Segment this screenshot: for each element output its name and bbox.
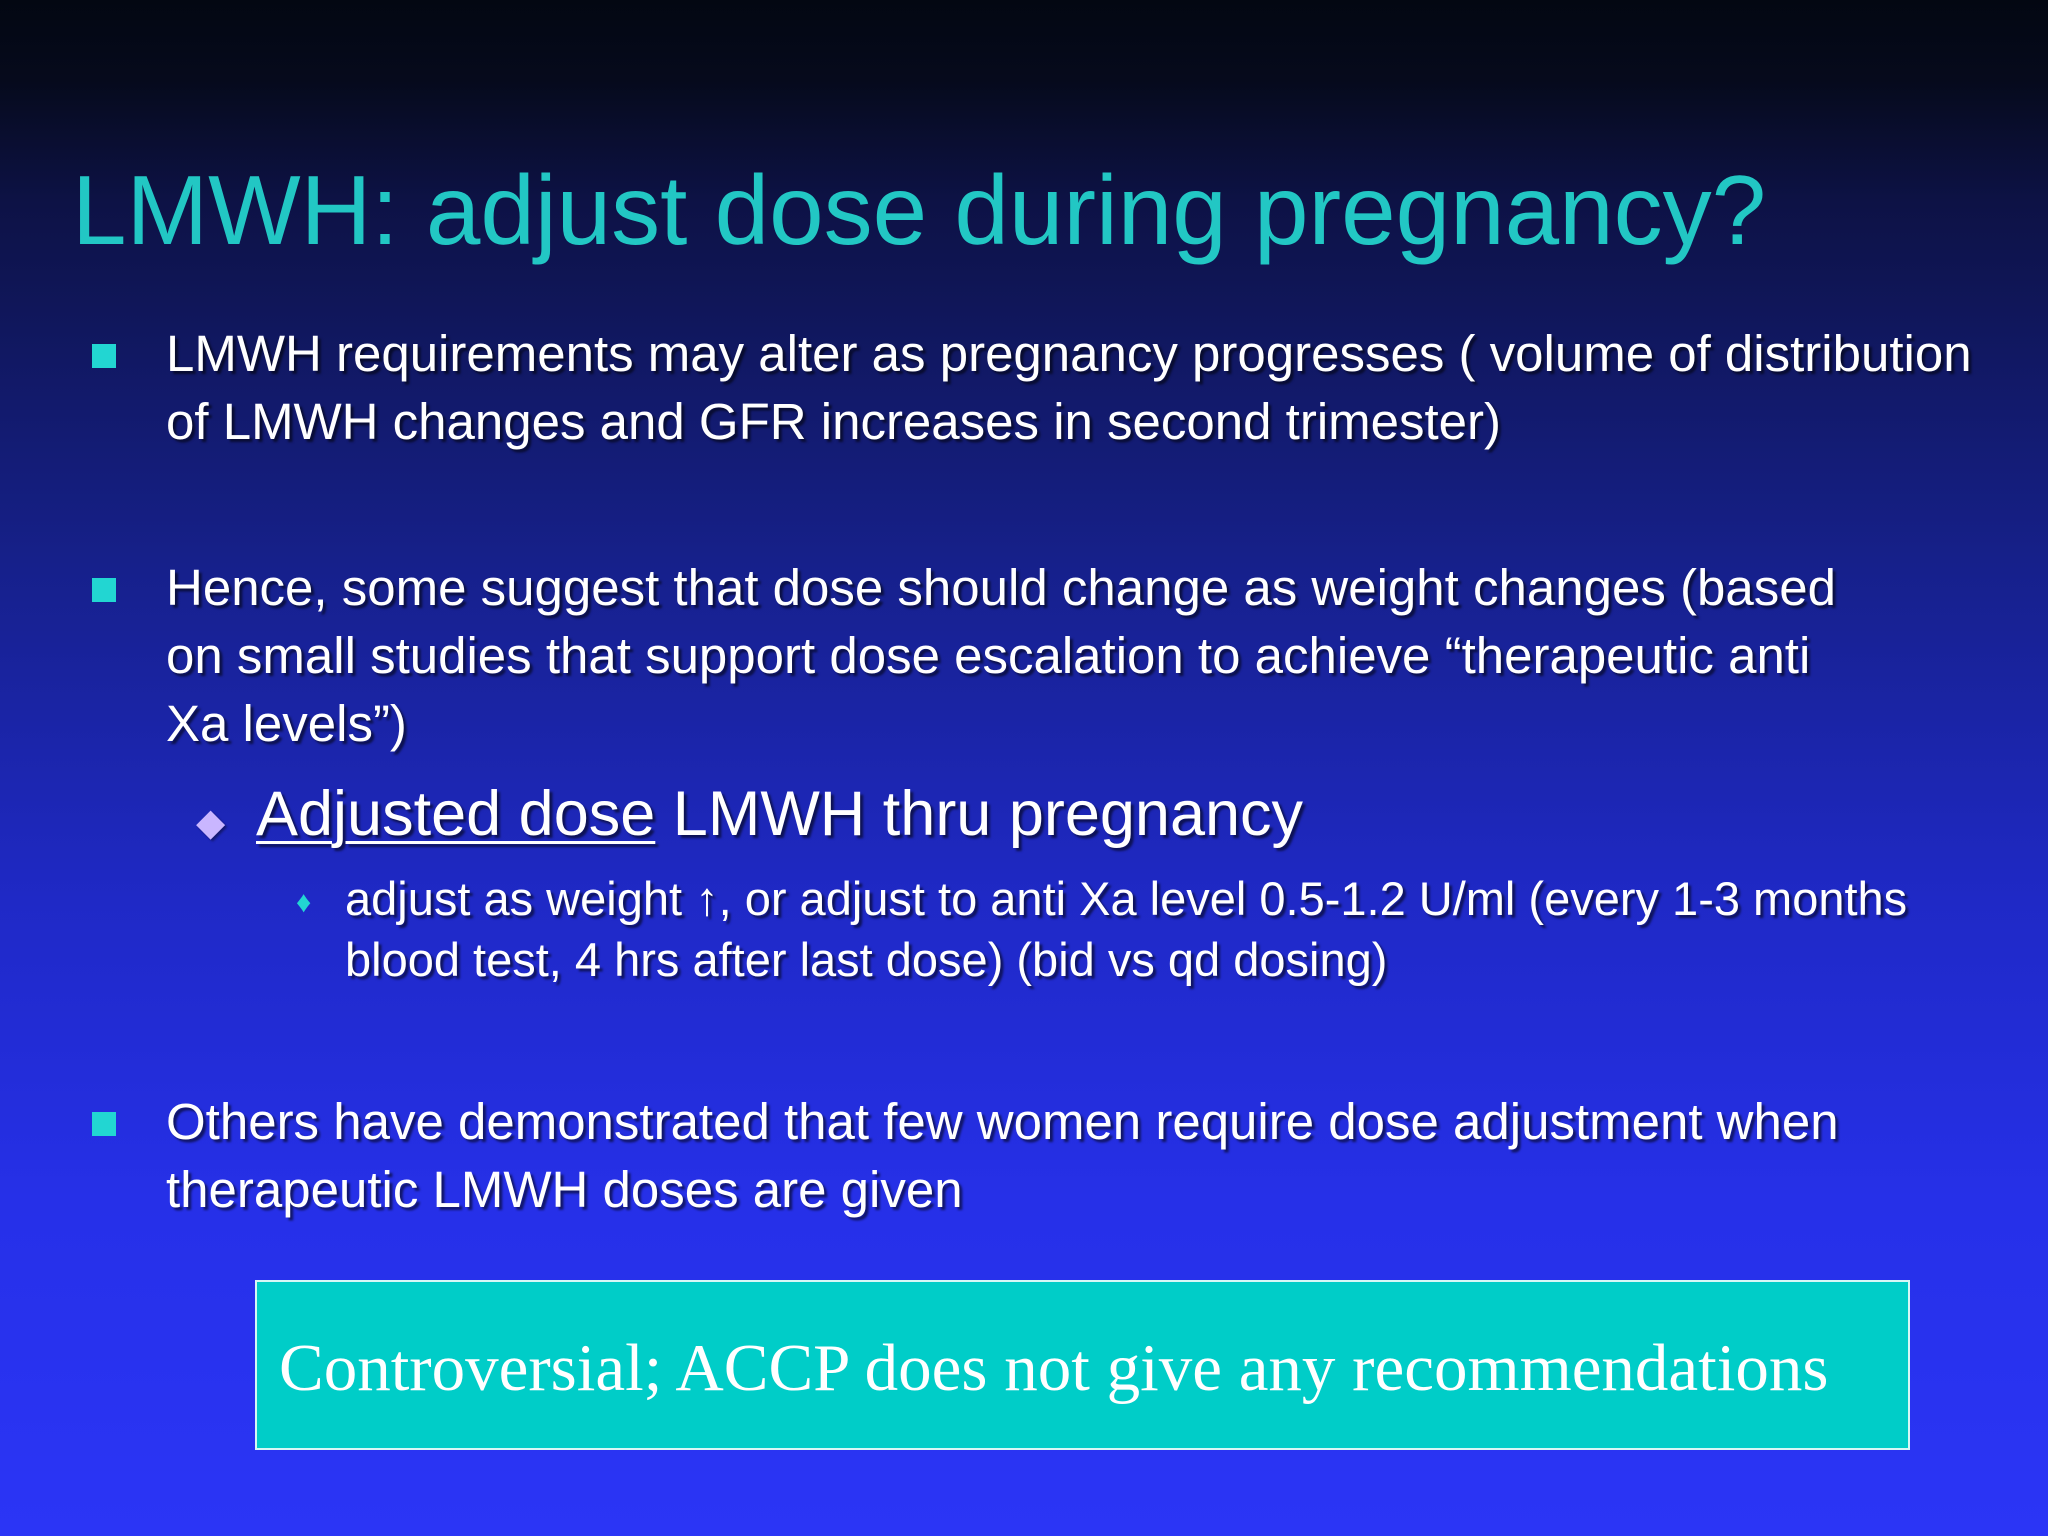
square-bullet-icon xyxy=(92,344,116,368)
bullet-2-text: Hence, some suggest that dose should change as weight changes (based on small studies that support dose escalation to achieve “therapeutic anti Xa levels”) xyxy=(166,559,1836,752)
square-bullet-icon xyxy=(92,1112,116,1136)
sub-bullet-underlined: Adjusted dose xyxy=(256,779,656,849)
square-bullet-icon xyxy=(92,578,116,602)
callout-box xyxy=(255,1280,1910,1450)
sub-bullet-text xyxy=(256,774,1303,854)
subsub-bullet-text: adjust as weight ↑, or adjust to anti Xa level 0.5-1.2 U/ml (every 1-3 months blood test, 4 hrs after last dose) (bid vs qd dosing) xyxy=(345,872,1908,986)
bullet-1-text: LMWH requirements may alter as pregnancy progresses ( volume of distribution of LMWH changes and GFR increases in second trimester) xyxy=(166,325,1972,450)
sub-bullet-rest: LMWH thru pregnancy xyxy=(655,779,1304,849)
diamond-bullet-icon: ◆ xyxy=(196,802,226,844)
slide-title: LMWH: adjust dose during pregnancy? xyxy=(72,155,1767,265)
small-diamond-bullet-icon: ♦ xyxy=(296,886,312,919)
bullet-3-text: Others have demonstrated that few women require dose adjustment when therapeutic LMWH doses are given xyxy=(166,1093,1839,1218)
callout-text: Controversial; ACCP does not give any recommendations xyxy=(279,1331,1829,1405)
